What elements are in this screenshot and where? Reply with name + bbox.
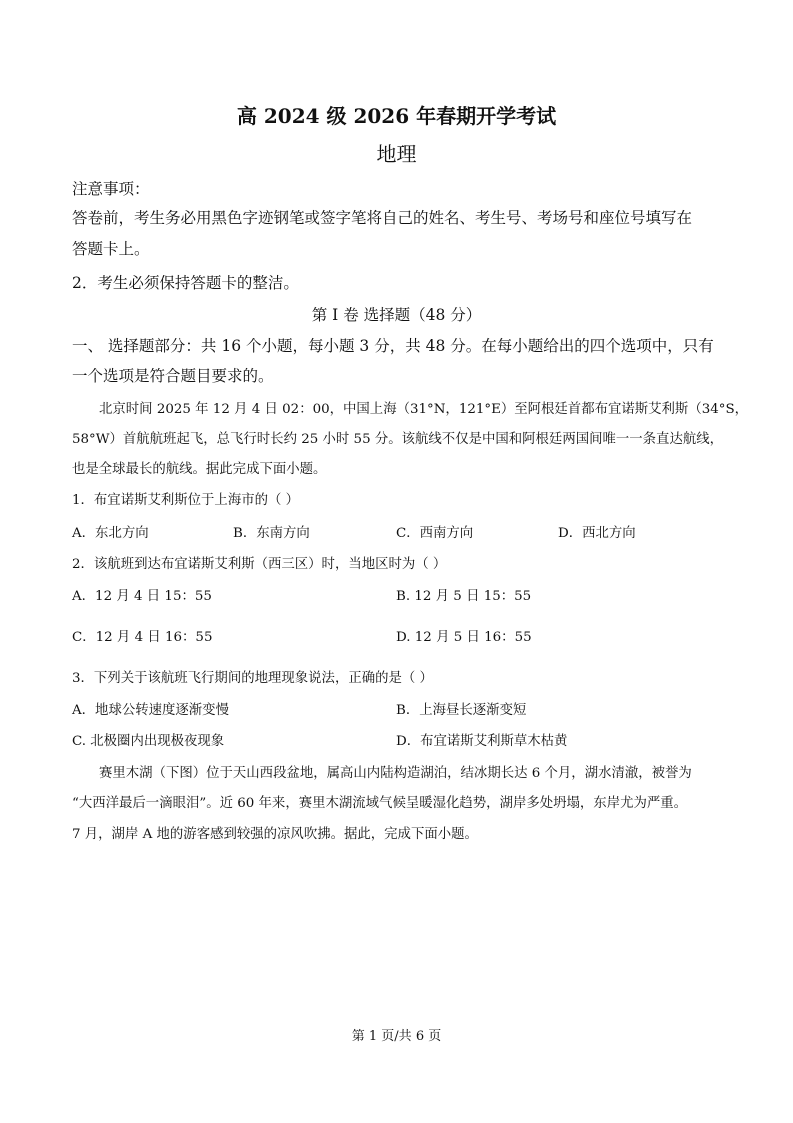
question-3-option-d: D．布宜诺斯艾利斯草木枯黄 bbox=[396, 734, 568, 749]
question-1-stem: 1．布宜诺斯艾利斯位于上海市的（ ） bbox=[72, 493, 300, 508]
question-1-option-a: A．东北方向 bbox=[72, 526, 149, 541]
exam-subject: 地理 bbox=[376, 142, 417, 166]
section-instruction-1: 一、 选择题部分：共 16 个小题，每小题 3 分，共 48 分。在每小题给出的四个选项中，只有 bbox=[72, 337, 714, 355]
exam-title: 高 2024 级 2026 年春期开学考试 bbox=[236, 104, 557, 128]
passage1-line-2: 58°W）首航航班起飞，总飞行时长约 25 小时 55 分。该航线不仅是中国和阿根廷两国间唯一一条直达航线， bbox=[72, 432, 724, 447]
question-2-option-c: C．12 月 4 日 16：55 bbox=[72, 630, 213, 645]
question-2-option-d: D. 12 月 5 日 16：55 bbox=[396, 630, 532, 645]
passage2-line-3: 7 月，湖岸 A 地的游客感到较强的凉风吹拂。据此，完成下面小题。 bbox=[72, 827, 478, 842]
question-1-option-c: C．西南方向 bbox=[396, 526, 474, 541]
question-1-option-b: B．东南方向 bbox=[233, 526, 310, 541]
passage1-line-3: 也是全球最长的航线。据此完成下面小题。 bbox=[72, 462, 327, 477]
passage1-line-1: 北京时间 2025 年 12 月 4 日 02：00，中国上海（31°N，121°E）至阿根廷首都布宜诺斯艾利斯（34°S， bbox=[99, 402, 749, 417]
passage2-line-1: 赛里木湖（下图）位于天山西段盆地，属高山内陆构造湖泊，结冰期长达 6 个月，湖水清澈，被誉为 bbox=[99, 766, 692, 781]
question-2-option-a: A．12 月 4 日 15：55 bbox=[72, 589, 212, 604]
passage2-line-2: “大西洋最后一滴眼泪”。近 60 年来，赛里木湖流域气候呈暖湿化趋势，湖岸多处坍塌，东岸尤为严重。 bbox=[72, 796, 688, 811]
notice-line-1: 答卷前，考生务必用黑色字迹钢笔或签字笔将自己的姓名、考生号、考场号和座位号填写在 bbox=[72, 209, 693, 227]
notice-heading: 注意事项： bbox=[72, 180, 150, 198]
notice-line-2: 2．考生必须保持答题卡的整洁。 bbox=[72, 274, 299, 292]
question-3-option-a: A．地球公转速度逐渐变慢 bbox=[72, 703, 229, 718]
page-footer: 第 1 页/共 6 页 bbox=[351, 1029, 442, 1044]
section-instruction-2: 一个选项是符合题目要求的。 bbox=[72, 367, 274, 385]
section-title: 第 I 卷 选择题（48 分） bbox=[311, 306, 482, 324]
question-2-option-b: B. 12 月 5 日 15：55 bbox=[396, 589, 532, 604]
question-3-option-c: C. 北极圈内出现极夜现象 bbox=[72, 734, 225, 749]
question-3-option-b: B．上海昼长逐渐变短 bbox=[396, 703, 527, 718]
question-1-option-d: D．西北方向 bbox=[558, 526, 636, 541]
question-2-stem: 2．该航班到达布宜诺斯艾利斯（西三区）时，当地区时为（ ） bbox=[72, 557, 447, 572]
notice-line-1-cont: 答题卡上。 bbox=[72, 240, 150, 258]
question-3-stem: 3．下列关于该航班飞行期间的地理现象说法，正确的是（ ） bbox=[72, 671, 433, 686]
